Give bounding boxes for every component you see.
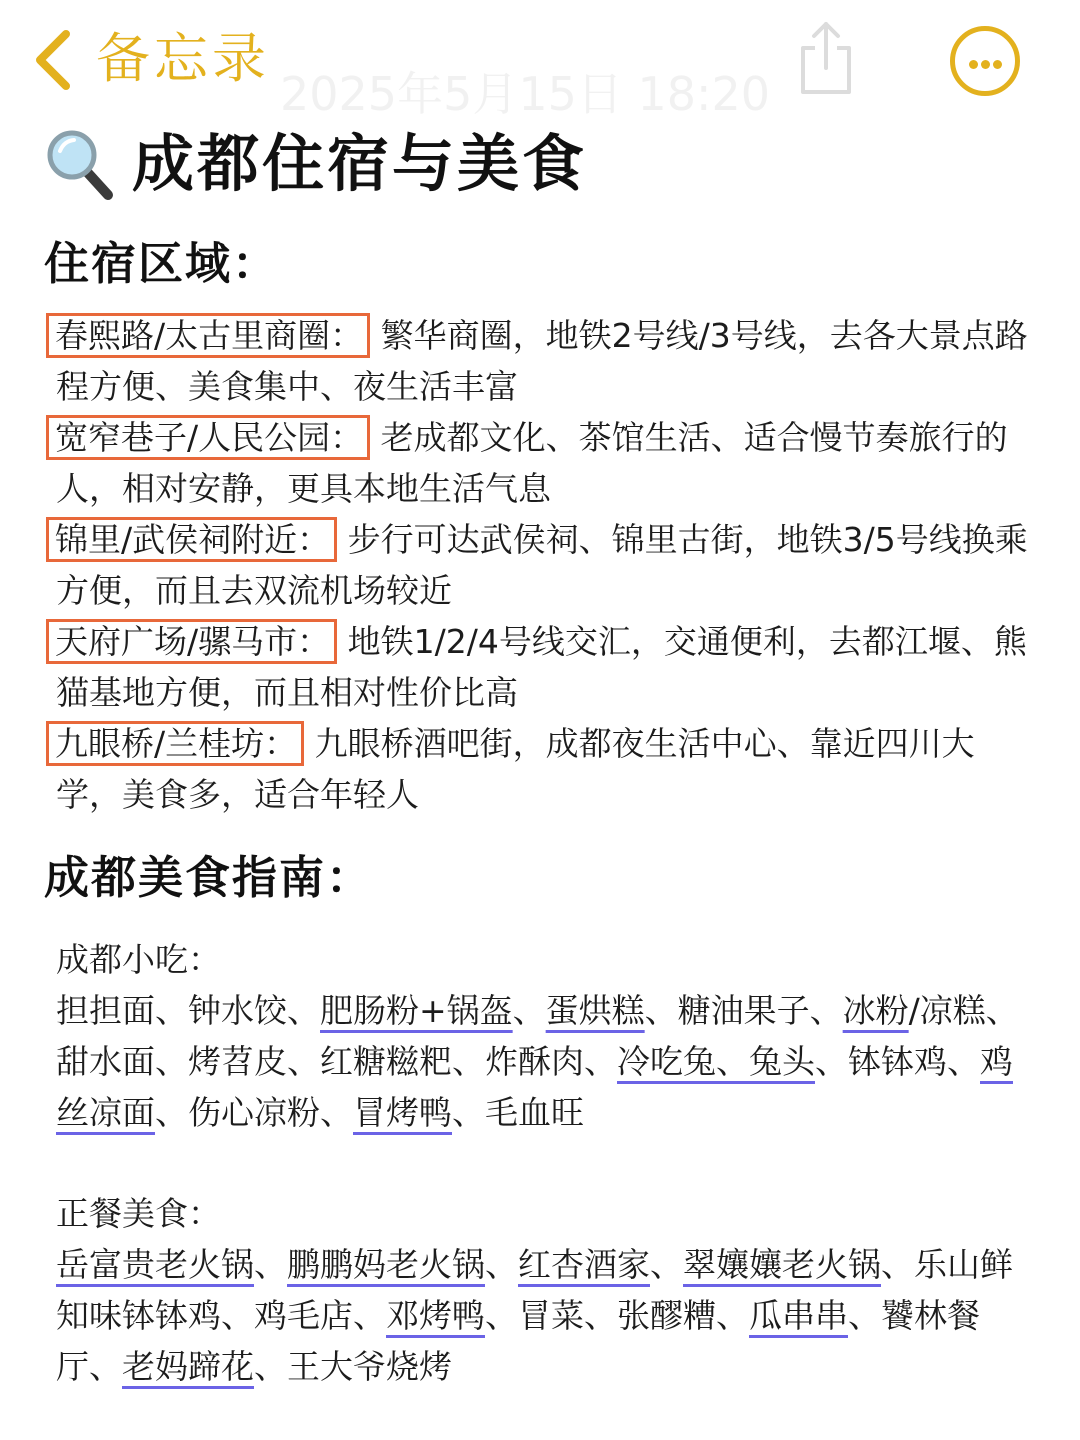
food-item: 红糖糍粑 [320,1042,452,1081]
meals-label: 正餐美食： [56,1194,221,1233]
area-description: 繁华商圈，地铁2号线/3号线，去各大景点路程方便、美食集中、夜生活丰富 [56,316,1028,406]
food-item: 翠孃孃老火锅 [683,1245,881,1284]
separator: 、 [947,1042,980,1081]
food-item: 凉糕 [919,991,986,1030]
more-dot-icon [993,60,1002,69]
lodging-list [56,310,1031,820]
food-heading: 成都美食指南： [44,851,374,904]
separator: 、 [353,1296,386,1335]
area-description: 九眼桥酒吧街，成都夜生活中心、靠近四川大学，美食多，适合年轻人 [56,724,975,814]
separator: 、 [644,991,678,1030]
food-item: 钵钵鸡 [848,1042,947,1081]
separator: 、 [716,1296,749,1335]
food-item: 冰粉 [842,991,909,1030]
lodging-area [56,718,1031,820]
separator: 、 [155,991,188,1030]
area-name: 春熙路/太古里商圈： [46,313,370,358]
more-dot-icon [981,60,990,69]
food-item: 冒菜 [518,1296,584,1335]
separator: 、 [485,1296,518,1335]
nav-bar [0,0,1080,120]
separator: 、 [221,1296,254,1335]
food-item: 鸡毛店 [254,1296,353,1335]
lodging-area [56,514,1031,616]
area-name: 九眼桥/兰桂坊： [46,721,304,766]
chevron-left-icon[interactable] [32,28,76,92]
snacks-list [56,985,1031,1138]
area-description: 老成都文化、茶馆生活、适合慢节奏旅行的人，相对安静，更具本地生活气息 [56,418,1008,508]
page-title: 成都住宿与美食 [132,127,588,200]
lodging-area [56,310,1031,412]
separator: 、 [287,1042,320,1081]
area-name: 天府广场/骡马市： [46,619,337,664]
separator: 、 [155,1093,188,1132]
separator: 、 [452,1042,485,1081]
food-item: 担担面 [56,991,155,1030]
food-item: 钟水饺 [188,991,287,1030]
separator: 、 [89,1347,122,1386]
separator: 、 [512,991,546,1030]
more-dot-icon [969,60,978,69]
food-item: 瓜串串 [749,1296,848,1335]
area-name: 宽窄巷子/人民公园： [46,415,370,460]
separator: / [908,991,920,1030]
date-watermark: 2025年5月15日 18:20 [280,67,771,121]
separator: 、 [287,991,320,1030]
snacks-label: 成都小吃： [56,940,221,979]
food-item: 饕林餐厅 [56,1296,980,1386]
food-item: 鹏鹏妈老火锅 [287,1245,485,1284]
area-name: 锦里/武侯祠附近： [46,517,337,562]
separator: 、 [584,1042,617,1081]
title-row [44,122,587,206]
meals-list [56,1239,1031,1392]
magnifier-icon [44,127,114,201]
food-item: 炸酥肉 [485,1042,584,1081]
food-item: 张醪糟 [617,1296,716,1335]
food-item: 王大爷烧烤 [287,1347,452,1386]
food-item: 老妈蹄花 [122,1347,254,1386]
separator: 、 [254,1347,287,1386]
lodging-heading: 住宿区域： [44,237,280,290]
separator: 、 [650,1245,683,1284]
food-item: 岳富贵老火锅 [56,1245,254,1284]
food-item: 糖油果子 [677,991,810,1030]
food-item: 乐山鲜知味钵钵鸡 [56,1245,1013,1335]
separator: 、 [881,1245,914,1284]
area-description: 地铁1/2/4号线交汇，交通便利，去都江堰、熊猫基地方便，而且相对性价比高 [56,622,1027,712]
food-item: 红杏酒家 [518,1245,650,1284]
food-item: 伤心凉粉 [188,1093,320,1132]
separator: 、 [452,1093,485,1132]
food-item: 毛血旺 [485,1093,584,1132]
separator: 、 [985,991,1019,1030]
share-icon[interactable] [795,18,857,98]
separator: 、 [809,991,843,1030]
food-item: 冒烤鸭 [353,1093,452,1132]
separator: 、 [254,1245,287,1284]
back-button[interactable]: 备忘录 [96,27,270,90]
lodging-area [56,616,1031,718]
food-item: 肥肠粉+锅盔 [320,991,513,1030]
area-description: 步行可达武侯祠、锦里古街，地铁3/5号线换乘方便，而且去双流机场较近 [56,520,1028,610]
separator: 、 [320,1093,353,1132]
separator: 、 [815,1042,848,1081]
food-item: 邓烤鸭 [386,1296,485,1335]
food-item: 烤苕皮 [188,1042,287,1081]
lodging-area [56,412,1031,514]
separator: 、 [485,1245,518,1284]
separator: 、 [848,1296,881,1335]
food-item: 鸡丝凉面 [56,1042,1013,1132]
food-item: 甜水面 [56,1042,155,1081]
separator: 、 [584,1296,617,1335]
food-item: 冷吃兔、兔头 [617,1042,815,1081]
separator: 、 [155,1042,188,1081]
more-options-button[interactable] [950,26,1020,96]
food-item: 蛋烘糕 [545,991,645,1030]
